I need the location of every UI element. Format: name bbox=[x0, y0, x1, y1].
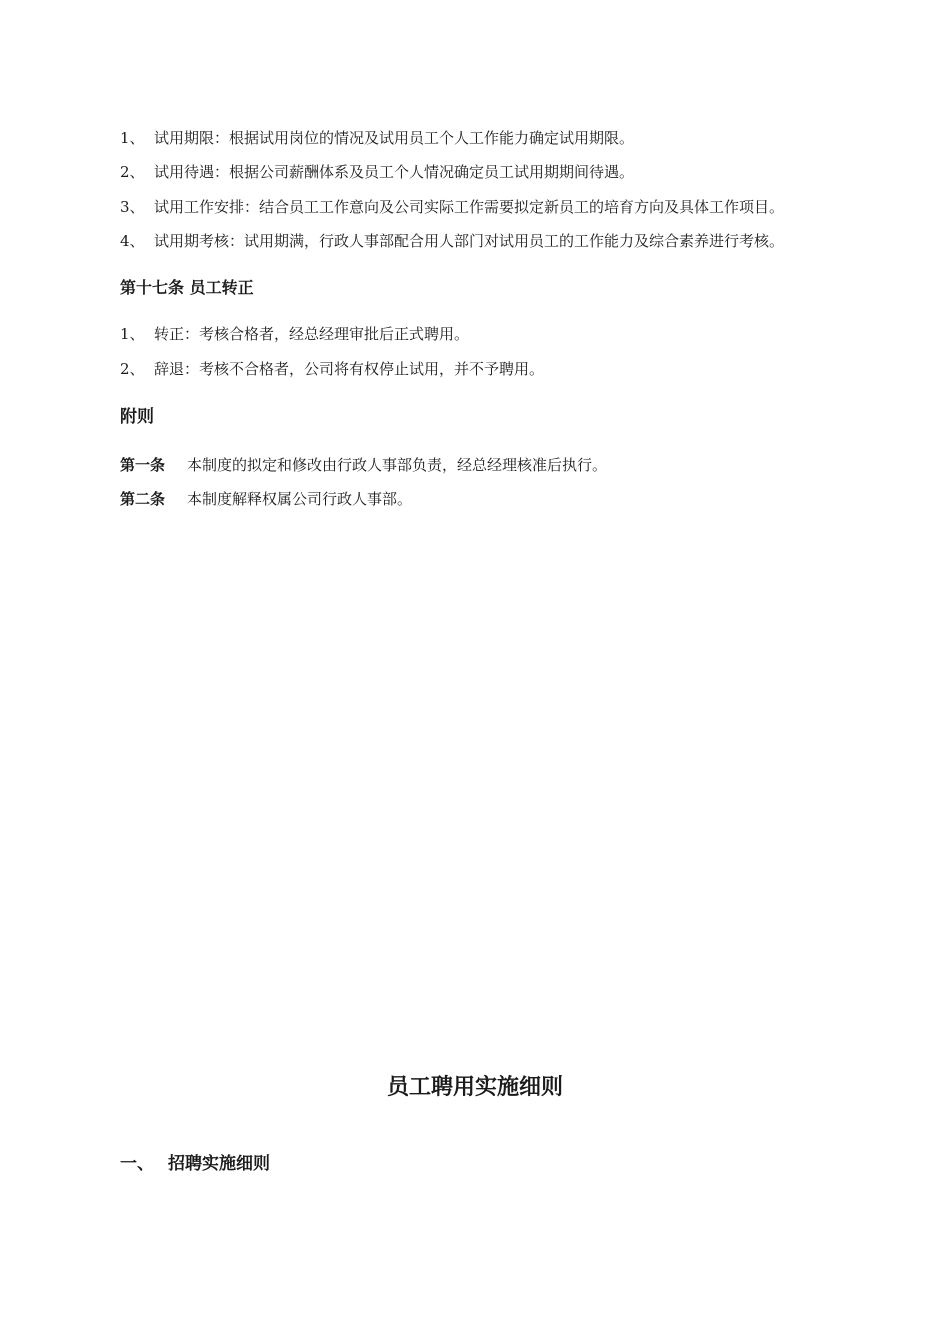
list-text: 转正：考核合格者，经总经理审批后正式聘用。 bbox=[154, 325, 470, 343]
probation-item-1 bbox=[120, 128, 634, 148]
appendix-article-2 bbox=[120, 489, 412, 509]
section-number: 一、 bbox=[120, 1154, 154, 1174]
article-text: 本制度的拟定和修改由行政人事部负责，经总经理核准后执行。 bbox=[187, 456, 608, 474]
article-label: 第一条 bbox=[120, 456, 166, 474]
appendix-article-1 bbox=[120, 455, 607, 475]
list-number: 3、 bbox=[120, 198, 145, 216]
article-17-heading: 第十七条 员工转正 bbox=[120, 278, 254, 297]
list-text: 试用工作安排：结合员工工作意向及公司实际工作需要拟定新员工的培育方向及具体工作项目。 bbox=[154, 198, 785, 216]
list-text: 辞退：考核不合格者，公司将有权停止试用，并不予聘用。 bbox=[154, 360, 545, 378]
probation-item-4 bbox=[120, 231, 784, 251]
probation-item-2 bbox=[120, 162, 634, 182]
article-17-item-2 bbox=[120, 359, 544, 379]
document-title: 员工聘用实施细则 bbox=[386, 1075, 563, 1100]
list-number: 1、 bbox=[120, 129, 145, 147]
list-number: 1、 bbox=[120, 325, 145, 343]
probation-item-3 bbox=[120, 197, 784, 217]
list-text: 试用待遇：根据公司薪酬体系及员工个人情况确定员工试用期期间待遇。 bbox=[154, 163, 635, 181]
list-number: 2、 bbox=[120, 360, 145, 378]
list-number: 2、 bbox=[120, 163, 145, 181]
appendix-heading: 附则 bbox=[120, 407, 154, 427]
article-text: 本制度解释权属公司行政人事部。 bbox=[187, 490, 413, 508]
list-text: 试用期考核：试用期满，行政人事部配合用人部门对试用员工的工作能力及综合素养进行考核。 bbox=[154, 232, 785, 250]
section-title: 招聘实施细则 bbox=[168, 1154, 270, 1174]
list-number: 4、 bbox=[120, 232, 145, 250]
list-text: 试用期限：根据试用岗位的情况及试用员工个人工作能力确定试用期限。 bbox=[154, 129, 635, 147]
article-17-item-1 bbox=[120, 324, 469, 344]
article-label: 第二条 bbox=[120, 490, 166, 508]
section-1-heading bbox=[120, 1152, 270, 1176]
